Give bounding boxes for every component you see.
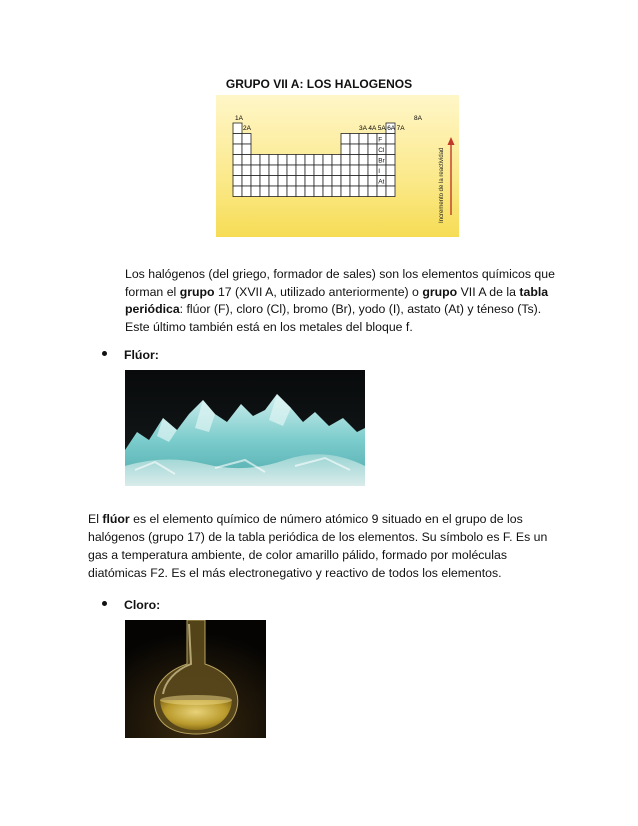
- page-title: GRUPO VII A: LOS HALOGENOS: [225, 77, 413, 91]
- table-cell: [350, 165, 359, 176]
- group-3a-7a-label: 3A 4A 5A 6A 7A: [359, 125, 405, 132]
- cloro-photo: [125, 620, 266, 738]
- table-cell: [368, 155, 377, 166]
- element-symbol: I: [378, 168, 381, 175]
- table-cell: [332, 155, 341, 166]
- intro-bold-grupo: grupo: [179, 284, 215, 299]
- table-cell: [350, 134, 359, 145]
- table-cell: [323, 155, 332, 166]
- table-cell: [386, 165, 395, 176]
- group-8a-label: 8A: [414, 115, 422, 122]
- bullet-fluor: [102, 347, 159, 362]
- table-cell: [350, 144, 359, 155]
- group-2a-label: 2A: [243, 125, 251, 132]
- table-cell: [296, 176, 305, 187]
- table-cell: [242, 134, 251, 145]
- bullet-cloro: [102, 597, 160, 612]
- table-cell: [332, 165, 341, 176]
- element-symbol: At: [378, 178, 385, 186]
- table-cell: [233, 123, 242, 134]
- table-cell: [233, 155, 242, 166]
- intro-text-2: 17 (XVII A, utilizado anteriormente) o: [214, 284, 423, 299]
- table-cell: [251, 155, 260, 166]
- table-cell: [359, 134, 368, 145]
- table-cell: [386, 144, 395, 155]
- table-cell: [233, 165, 242, 176]
- table-cell: [287, 186, 296, 197]
- table-cell: [305, 186, 314, 197]
- table-cell: [233, 186, 242, 197]
- element-symbol: F: [378, 136, 383, 144]
- element-symbol: Cl: [378, 147, 385, 154]
- table-cell: [296, 186, 305, 197]
- table-cell: [287, 155, 296, 166]
- table-cell: [350, 155, 359, 166]
- table-cell: [368, 134, 377, 145]
- table-cell: [269, 165, 278, 176]
- intro-bold-tabla: tabla periódica: [125, 284, 549, 316]
- table-cell: [377, 186, 386, 197]
- table-cell: [350, 176, 359, 187]
- table-cell: [368, 144, 377, 155]
- table-cell: [323, 186, 332, 197]
- reactivity-label: Incremento de la reactividad: [439, 147, 445, 223]
- group-1a-label: 1A: [235, 115, 243, 122]
- table-cell: [341, 155, 350, 166]
- table-cell: [260, 165, 269, 176]
- intro-text-4: : flúor (F), cloro (Cl), bromo (Br), yodo (I), astato (At) y téneso (Ts). Este último también está en los metales del bloque f.: [125, 302, 542, 334]
- intro-text-3: VII A de la: [457, 284, 520, 299]
- table-cell: [341, 134, 350, 145]
- table-cell: [341, 186, 350, 197]
- table-cell: [368, 165, 377, 176]
- table-cell: [323, 165, 332, 176]
- table-cell: [305, 165, 314, 176]
- table-cell: [359, 186, 368, 197]
- table-cell: [242, 144, 251, 155]
- table-cell: [251, 176, 260, 187]
- table-cell: [233, 144, 242, 155]
- table-cell: [305, 176, 314, 187]
- table-cell: [233, 176, 242, 187]
- table-cell: [278, 186, 287, 197]
- fluor-bold: flúor: [102, 512, 130, 526]
- bullet-dot-icon: [102, 351, 107, 356]
- table-cell: [296, 165, 305, 176]
- table-cell: [386, 155, 395, 166]
- intro-paragraph: [125, 266, 555, 336]
- intro-bold-grupo-2: grupo: [422, 284, 458, 299]
- table-cell: [260, 155, 269, 166]
- table-cell: [305, 155, 314, 166]
- table-cell: [359, 155, 368, 166]
- table-cell: [323, 176, 332, 187]
- table-cell: [341, 144, 350, 155]
- table-cell: [386, 134, 395, 145]
- table-cell: [314, 176, 323, 187]
- table-cell: [359, 176, 368, 187]
- table-cell: [332, 176, 341, 187]
- fluor-photo: [125, 370, 365, 486]
- table-cell: [269, 176, 278, 187]
- table-cell: [386, 176, 395, 187]
- table-cell: [287, 165, 296, 176]
- table-cell: [242, 155, 251, 166]
- table-cell: [314, 155, 323, 166]
- table-cell: [287, 176, 296, 187]
- table-cell: [260, 176, 269, 187]
- table-cell: [242, 176, 251, 187]
- table-cell: [251, 186, 260, 197]
- fluor-text-2: es el elemento químico de número atómico 9 situado en el grupo de los halógenos (grupo 17) de la tabla periódica de los elementos. Su símbolo es F. Es un gas a temperatura ambiente, de color amarillo pálido, formado por moléculas diatómicas F2. Es el más electronegativo y reactivo de todos los elementos.: [88, 512, 548, 580]
- periodic-table-image: [216, 95, 459, 237]
- table-cell: [278, 165, 287, 176]
- table-cell: [350, 186, 359, 197]
- table-cell: [368, 186, 377, 197]
- table-cell: [251, 165, 260, 176]
- bullet-cloro-label: Cloro:: [124, 597, 161, 612]
- table-cell: [368, 176, 377, 187]
- table-cell: [296, 155, 305, 166]
- table-cell: [278, 155, 287, 166]
- table-cell: [359, 165, 368, 176]
- table-cell: [260, 186, 269, 197]
- intro-text-1: Los halógenos (del griego, formador de sales) son los elementos químicos que forman el: [125, 267, 555, 299]
- table-cell: [341, 176, 350, 187]
- table-cell: [314, 186, 323, 197]
- table-cell: [386, 186, 395, 197]
- table-cell: [242, 186, 251, 197]
- table-cell: [359, 144, 368, 155]
- bullet-fluor-label: Flúor:: [124, 347, 159, 362]
- table-cell: [269, 155, 278, 166]
- table-cell: [278, 176, 287, 187]
- element-symbol: Br: [378, 157, 385, 165]
- table-cell: [314, 165, 323, 176]
- table-cell: [269, 186, 278, 197]
- table-cell: [242, 165, 251, 176]
- bullet-dot-icon: [102, 601, 107, 606]
- fluor-text-1: El: [88, 512, 103, 526]
- table-cell: [332, 186, 341, 197]
- table-cell: [233, 134, 242, 145]
- table-cell: [341, 165, 350, 176]
- fluor-paragraph: [88, 510, 558, 582]
